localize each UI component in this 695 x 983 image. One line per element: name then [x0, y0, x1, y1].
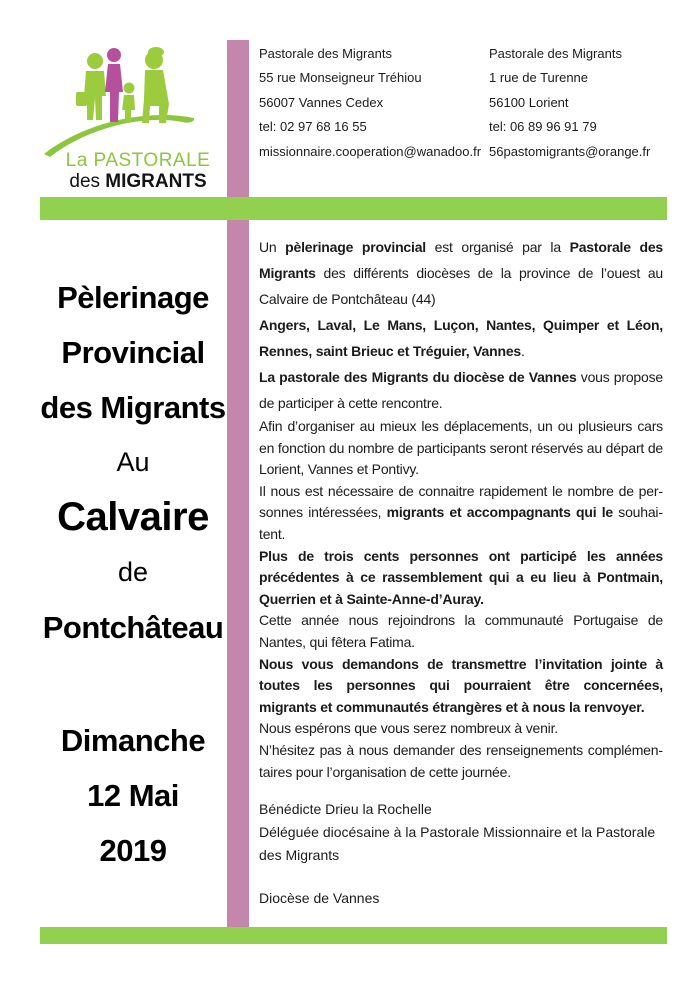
body-paragraph: Nous espérons que vous serez nombreux à venir.	[259, 720, 558, 737]
logo-figures-icon	[42, 44, 234, 159]
signature-role: Déléguée diocésaine à la Pastorale Missionnaire et la Pastorale des Migrants	[259, 824, 656, 864]
body-paragraph: Il nous est nécessaire de connaitre rapidement le nombre de personnes intéressées, migrants et accompagnants qui le souhaitent.	[259, 482, 663, 542]
contact-email: missionnaire.cooperation@wanadoo.fr	[259, 143, 482, 159]
signature-block	[259, 798, 663, 910]
body-intro-section	[259, 234, 663, 416]
contact-email: 56pastomigrants@orange.fr	[489, 143, 651, 159]
signature-name: Bénédicte Drieu la Rochelle	[259, 801, 432, 818]
body-paragraph: Plus de trois cents personnes ont participé les années précédentes à ce rassemblement qui a eu lieu à Pontmain, Querrien et à Sainte-Anne-d’Auray.	[259, 547, 663, 607]
logo-wordmark	[42, 150, 234, 192]
logo-brand-line1: La PASTORALE	[65, 150, 211, 171]
contact-city: 56007 Vannes Cedex	[259, 94, 384, 110]
title-line: Provincial	[61, 334, 205, 370]
contact-phone: tel: 02 97 68 16 55	[259, 119, 367, 135]
title-line: des Migrants	[40, 389, 226, 425]
contact-phone: tel: 06 89 96 91 79	[489, 119, 597, 135]
body-detail-section	[259, 416, 663, 783]
title-line: Calvaire	[57, 495, 209, 539]
event-date-line: 2019	[99, 832, 167, 868]
event-title-panel	[25, 270, 241, 878]
body-paragraph: Angers, Laval, Le Mans, Luçon, Nantes, Quimper et Léon, Rennes, saint Brieuc et Tréguier, Vannes.	[259, 317, 663, 359]
title-line: de	[117, 557, 149, 587]
contact-address: 55 rue Monseigneur Tréhiou	[259, 70, 422, 86]
event-date-line: 12 Mai	[87, 777, 179, 813]
body-paragraph: N’hésitez pas à nous demander des renseignements complémentaires pour l’organisation de cette journée.	[259, 741, 663, 780]
contact-header	[259, 46, 695, 168]
bottom-accent-bar	[40, 927, 667, 944]
title-line: Pontchâteau	[42, 609, 224, 645]
contact-block-lorient	[489, 46, 695, 168]
contact-block-vannes	[259, 46, 489, 168]
title-line: Pèlerinage	[57, 279, 209, 315]
logo-brand-line2-bold: MIGRANTS	[105, 171, 207, 192]
title-line: Au	[116, 447, 150, 477]
contact-org: Pastorale des Migrants	[259, 46, 392, 61]
contact-city: 56100 Lorient	[489, 94, 569, 110]
body-paragraph: Afin d’organiser au mieux les déplacements, un ou plusieurs cars en fonction du nombre de participants seront réservés au départ de Lorient, Vannes et Pontivy.	[259, 418, 663, 478]
body-paragraph: La pastorale des Migrants du diocèse de Vannes vous propose de participer à cette rencontre.	[259, 369, 663, 411]
body-paragraph: Un pèlerinage provincial est organisé par la Pastorale des Migrants des différents diocèses de la province de l’ouest au Calvaire de Pontchâteau (44)	[259, 239, 663, 307]
top-accent-bar	[40, 197, 667, 220]
logo-brand-line2	[42, 171, 234, 192]
pastorale-logo	[42, 44, 234, 196]
contact-address: 1 rue de Turenne	[489, 70, 589, 86]
contact-org: Pastorale des Migrants	[489, 46, 622, 61]
letter-body	[259, 234, 663, 910]
logo-brand-line2-prefix: des	[69, 171, 106, 192]
event-date-line: Dimanche	[60, 722, 206, 758]
signature-diocese: Diocèse de Vannes	[259, 890, 380, 907]
body-paragraph: Cette année nous rejoindrons la communauté Portugaise de Nantes, qui fêtera Fatima.	[259, 612, 663, 650]
title-spacer	[25, 655, 241, 713]
body-paragraph: Nous vous demandons de transmettre l’invitation jointe à toutes les personnes qui pourraient être concernées, migrants et communautés étrangères et à nous la renvoyer.	[259, 655, 663, 715]
